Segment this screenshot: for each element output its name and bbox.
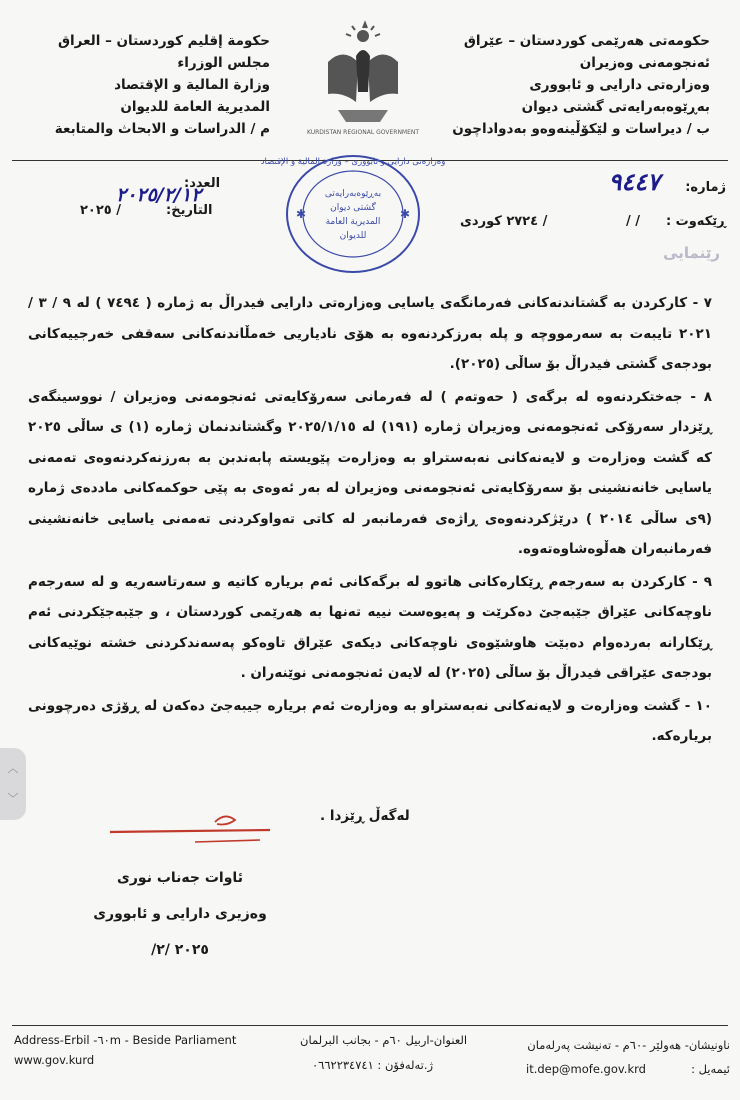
paragraph-9: ٩ - کارکردن بە سەرجەم ڕێکارەکانی هاتوو لە برگەکانی ئەم بریارە کاتیە و سەرتاسەریە و لە سەرجەم ناوچەکانی عێراق جێبەجێ دەکرێت و پەیوەست نییە تەنها بە هەرێمی کوردستان ، و جێبەجێکردنی ئەم ڕێکارانە بەردەوام دەبێت هاوشێوەی ناوچەکانی دیکەی عێراق تاوەکو پەسەندکردنی خشتە نوێیەکانی بودجەی عێراقی فیدراڵ بۆ ساڵی (٢٠٢٥) لە لایەن ئەنجومەنی نوێنەران . — [28, 573, 712, 681]
footer-address-en: Address-Erbil -٦٠m - Beside Parliament — [14, 1033, 237, 1047]
header-ar-line: م / الدراسات و الابحاث والمتابعة — [54, 121, 270, 137]
arabic-year: / ٢٠٢٥ — [80, 203, 122, 218]
stamp-line-1: بەڕێوەبەرایەتی — [324, 189, 382, 199]
handwritten-signature — [85, 810, 275, 856]
handwritten-number: ٩٤٤٧ — [608, 168, 660, 196]
kurdi-date: / ٢٧٢٤ کوردی — [460, 214, 548, 229]
date-label: ڕێکەوت : — [665, 214, 726, 229]
letter-body — [28, 288, 712, 754]
header-arabic — [30, 30, 270, 140]
number-label: ژمارە: — [685, 180, 726, 195]
official-stamp — [260, 152, 446, 276]
date-slashes: / / — [625, 214, 640, 229]
signatory-title: وەزیری دارایی و ئابووری — [93, 906, 267, 922]
footer-website: www.gov.kurd — [14, 1053, 95, 1067]
logo-caption: KURDISTAN REGIONAL GOVERNMENT — [306, 129, 420, 136]
stamp-outer-text: وەزارەتی دارایی و ئابووری – وزارة المالية و الإقتصاد — [260, 157, 446, 167]
footer-email-label: ئیمەیل : — [691, 1062, 730, 1076]
header-ku-line: ئەنجومەنی وەزیران — [579, 55, 710, 71]
page-scroll-control[interactable] — [0, 748, 26, 820]
arabic-date-label: التاريخ: — [166, 203, 213, 218]
footer-address-ar: العنوان-اربيل ٦٠م - بجانب البرلمان — [300, 1033, 468, 1047]
footer-email: it.dep@mofe.gov.krd — [526, 1062, 646, 1076]
header-ar-line: مجلس الوزراء — [177, 55, 270, 71]
header-ku-line: ب / دیراسات و لێکۆڵینەوەو بەدواداچون — [452, 121, 710, 137]
stamp-line-4: للديوان — [339, 231, 367, 241]
stamp-line-3: المديرية العامة — [325, 217, 381, 227]
chevron-up-icon[interactable]: ︿ — [7, 762, 19, 775]
header-ar-line: حكومة إقليم كوردستان – العراق — [57, 33, 270, 49]
stamp-line-2: گشتی دیوان — [330, 203, 376, 213]
header-kurdish — [440, 30, 710, 140]
header-ku-line: وەزارەتی دارایی و ئابووری — [529, 77, 710, 93]
paragraph-8: ٨ - جەختکردنەوە لە برگەی ( حەوتەم ) لە فەرمانی سەرۆکایەتی ئەنجومەنی وەزیران / نووسینگەی ڕێزدار سەرۆکی ئەنجومەنی وەزیران ژمارە (١٩١) لە ٢٠٢٥/١/١٥ وگشتاندنمان ژمارە (١) ی ساڵی ٢٠٢٥ کە گشت وەزارەت و لایەنەکانی نەبەستراو بە وەزارەت پێویستە پابەندبن بە بەرزنەکردنەوەی تەمەنی یاسایی خانەنشینی بۆ سەرۆکایەتی ئەنجومەنی وەزیران لە بەر ئەوەی بە پێی حوکمەکانی ماددەی ژمارە (٩ی ساڵی ٢٠١٤ ) درێژکردنەوەی ڕاژەی فەرمانبەر لە کاتی تەواوکردنی تەمەنی یاسایی خانەنشینی فەرمانبەران هەڵوەشاوەتەوە. — [28, 388, 712, 557]
paragraph-10: ١٠ - گشت وەزارەت و لایەنەکانی نەبەستراو بە وەزارەت ئەم بریارە جیبەجێ دەکەن لە ڕۆژی دەرچوونی بریارەکە. — [28, 697, 712, 744]
handwritten-date: ٢٠٢٥/٢/١٢ — [116, 184, 202, 206]
regards-line: لەگەڵ ڕێزدا . — [320, 808, 410, 824]
svg-text:✱: ✱ — [400, 207, 411, 221]
signatory-name: ئاوات جەناب نوری — [117, 870, 243, 886]
header-ku-line: حکومەتی هەرێمی کوردستان – عێراق — [463, 33, 710, 49]
header-ar-line: المديرية العامة للديوان — [120, 99, 270, 115]
footer-divider — [12, 1025, 728, 1026]
footer-address-ku: ناونیشان- هەولێر -٦٠م - تەنیشت پەرلەمان — [527, 1038, 730, 1052]
footer-phone: ژ.تەلەفۆن : ٠٦٦٢٢٣٤٧٤١ — [312, 1058, 434, 1072]
guidance-stamp: رێنمایی — [663, 244, 720, 262]
signature-block — [60, 810, 300, 968]
signature-date: ٢٠٢٥ /٢/ — [151, 942, 209, 958]
header-ku-line: بەڕێوەبەرایەتی گشتی دیوان — [521, 99, 710, 115]
paragraph-7: ٧ - کارکردن بە گشتاندنەکانی فەرمانگەی یاسایی وەزارەتی دارایی فیدراڵ بە ژمارە ( ٧٤٩٤ ) لە ٩ / ٣ / ٢٠٢١ تایبەت بە سەرمووچە و پلە بەرزکردنەوە بە هۆی نادیاریی خەمڵاندنەکانی سەقفی خەرجییەکانی بودجەی گشتی فیدراڵ بۆ ساڵی (٢٠٢٥). — [28, 295, 712, 372]
chevron-down-icon[interactable]: ﹀ — [7, 792, 19, 805]
arabic-number-label: العدد: — [184, 176, 221, 191]
header-ar-line: وزارة المالية و الإقتصاد — [114, 77, 270, 93]
krg-eagle-logo — [298, 22, 428, 142]
svg-text:✱: ✱ — [296, 207, 307, 221]
